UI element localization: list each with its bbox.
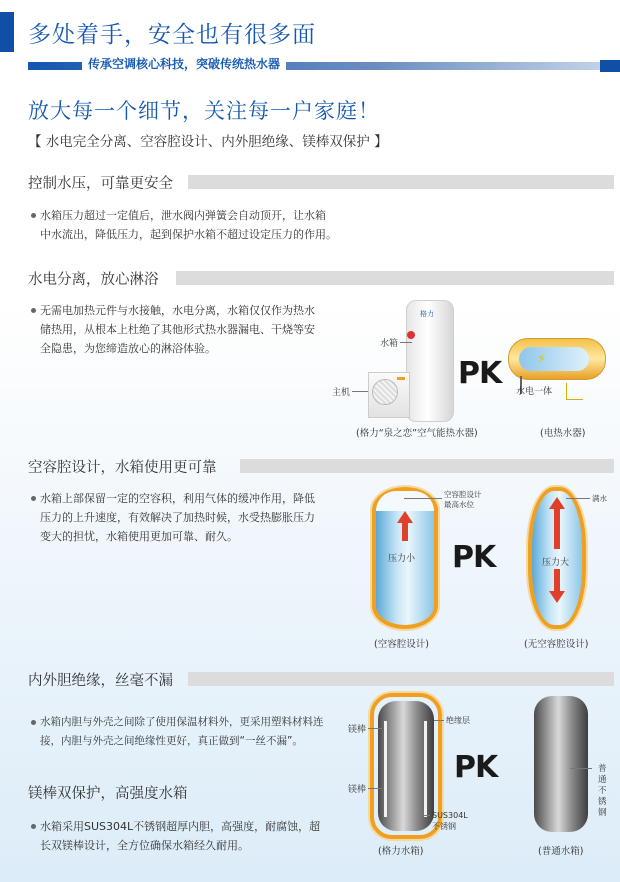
callout-cavity (404, 498, 442, 499)
callout-rod-bottom (368, 788, 382, 789)
callout-full-water (566, 498, 590, 499)
cavity-line-1: 水箱上部保留一定的空容积，利用气体的缓冲作用，降低 (40, 492, 315, 505)
arrow-up-shaft (402, 523, 408, 541)
subtitle-rule-end (600, 60, 620, 72)
air-energy-water-tank (406, 300, 454, 422)
air-cavity-space (376, 491, 434, 511)
callout-tank (400, 342, 412, 343)
bullet-pressure (31, 213, 36, 218)
tank-brand-logo: 格力 (420, 310, 434, 318)
bullet-insulation (31, 720, 36, 725)
label-full-water: 满水 (592, 494, 607, 503)
separation-line-2: 储热用，从根本上杜绝了其他形式热水器漏电、干烧等安 (40, 323, 315, 336)
section-bar-pressure (188, 175, 614, 189)
separation-description (40, 301, 315, 358)
label-mg-rod-bottom: 镁棒 (348, 785, 367, 795)
section-bar-cavity (240, 459, 614, 473)
callout-sus (420, 815, 430, 816)
host-logo-mark (397, 377, 405, 380)
arrow-up-icon (397, 511, 413, 523)
label-stainless-steel: 不锈钢 (432, 822, 456, 831)
bullet-separation (31, 308, 36, 313)
caption-ordinary-tank: (普通水箱) (538, 846, 584, 857)
separation-line-1: 无需电加热元件与水接触，水电分离，水箱仅仅作为热水 (40, 304, 315, 317)
tank-indicator-icon (407, 331, 415, 339)
bullet-cavity (31, 496, 36, 501)
callout-host (352, 391, 368, 392)
label-cavity-design: 空容腔设计 (444, 490, 482, 499)
ordinary-water-tank (534, 696, 588, 832)
pk-insulation: PK (454, 750, 498, 785)
callout-insulation-layer (434, 720, 444, 721)
feature-summary: 【 水电完全分离、空容腔设计、内外胆绝缘、镁棒双保护 】 (28, 134, 388, 150)
arrow-vertical-shaft (554, 509, 560, 549)
insulation-description (40, 713, 324, 751)
section-title-separation: 水电分离，放心淋浴 (28, 272, 159, 288)
label-max-water-level: 最高水位 (444, 500, 474, 509)
cavity-line-3: 变大的担忧，水箱使用更加可靠、耐久。 (40, 530, 238, 543)
arrow-up-icon-2 (549, 497, 565, 509)
no-cavity-tank (528, 487, 586, 629)
section-bar-insulation (188, 672, 614, 686)
magnesium-rod-1 (384, 721, 387, 817)
label-integrated: 水电一体 (516, 387, 553, 397)
caption-no-cavity: (无空容腔设计) (524, 639, 589, 650)
page-title: 多处着手，安全也有很多面 (28, 22, 316, 48)
header-accent-bar (0, 12, 14, 52)
cavity-description (40, 489, 315, 546)
magnesium-rod-2 (424, 721, 427, 817)
section-title-cavity: 空容腔设计，水箱使用更可靠 (28, 460, 217, 476)
label-insulation-layer: 绝缘层 (446, 716, 470, 725)
magnesium-line-1: 水箱采用SUS304L不锈钢超厚内胆，高强度，耐腐蚀，超 (40, 820, 321, 833)
caption-electric-heater: (电热水器) (540, 428, 586, 439)
label-pressure-high: 压力大 (542, 558, 570, 568)
caption-gree-tank: (格力水箱) (378, 846, 424, 857)
cavity-line-2: 压力的上升速度，有效解决了加热时候，水受热膨胀压力 (40, 511, 315, 524)
label-sus304l: SUS304L (432, 811, 468, 820)
section-bar-separation (176, 271, 614, 285)
callout-ordinary (570, 768, 592, 769)
pk-separation: PK (458, 356, 502, 391)
label-ordinary-stainless: 普通不锈钢 (598, 764, 607, 818)
label-host: 主机 (332, 388, 351, 398)
insulation-line-1: 水箱内胆与外壳之间除了使用保温材料外，更采用塑料材料连 (40, 716, 324, 728)
magnesium-description (40, 817, 320, 855)
bullet-magnesium (31, 824, 36, 829)
pressure-description (40, 206, 337, 244)
section-title-magnesium: 镁棒双保护，高强度水箱 (28, 786, 188, 802)
callout-rod-top (368, 728, 382, 729)
arrow-down-icon (549, 591, 565, 603)
power-cord-icon (566, 383, 583, 400)
slogan: 放大每一个细节，关注每一户家庭！ (28, 99, 380, 123)
pk-cavity: PK (452, 540, 496, 575)
page-subtitle: 传承空调核心科技，突破传统热水器 (82, 55, 286, 72)
label-pressure-low: 压力小 (388, 554, 416, 564)
section-title-pressure: 控制水压，可靠更安全 (28, 176, 173, 192)
fan-grille-icon (372, 379, 398, 405)
caption-cavity-design: (空容腔设计) (374, 639, 429, 650)
label-mg-rod-top: 镁棒 (348, 725, 367, 735)
separation-line-3: 全隐患，为您缔造放心的淋浴体验。 (40, 342, 216, 355)
label-tank: 水箱 (380, 339, 399, 349)
pressure-line-1: 水箱压力超过一定值后，泄水阀内弹簧会自动顶开，让水箱 (40, 209, 326, 222)
heater-window (519, 347, 589, 371)
section-title-insulation: 内外胆绝缘，丝毫不漏 (28, 673, 173, 689)
heat-pump-host-unit (368, 372, 410, 418)
arrow-down-shaft (554, 569, 560, 591)
magnesium-line-2: 长双镁棒设计，全方位确保水箱经久耐用。 (40, 839, 249, 852)
cavity-design-tank (372, 487, 438, 629)
caption-gree-heater: (格力“泉之恋”空气能热水器) (356, 428, 478, 439)
pressure-line-2: 中水流出，降低压力，起到保护水箱不超过设定压力的作用。 (40, 228, 337, 241)
electric-water-heater (508, 338, 606, 380)
insulation-line-2: 接，内胆与外壳之间绝缘性更好，真正做到“一丝不漏”。 (40, 735, 303, 747)
lightning-icon: ⚡ (537, 352, 547, 367)
